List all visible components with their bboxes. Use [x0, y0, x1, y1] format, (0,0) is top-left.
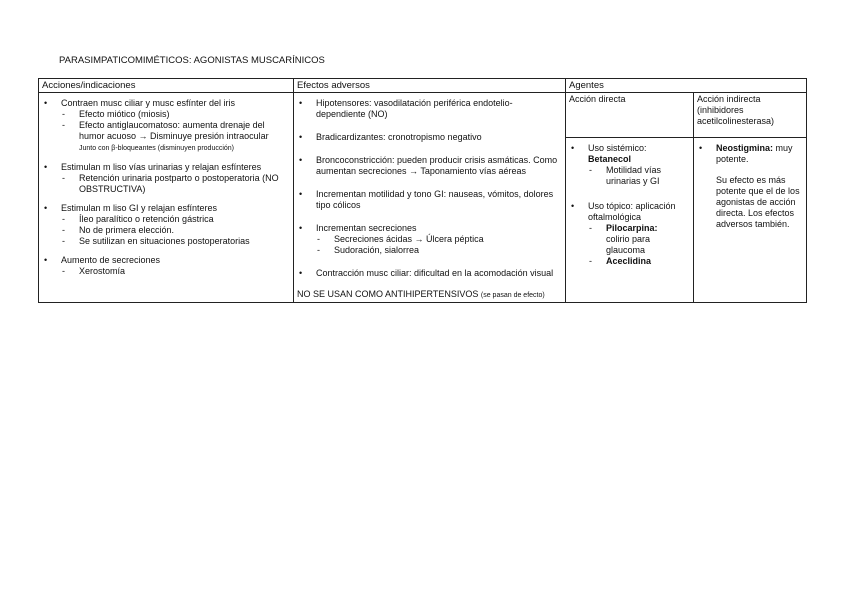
efecto-item: • Contracción musc ciliar: dificultad en la acomodación visual — [299, 268, 554, 278]
indirecta-cell — [694, 138, 807, 303]
bullet-icon: • — [299, 155, 303, 165]
bullet-icon: • — [699, 143, 703, 154]
dash-icon: - — [62, 214, 65, 224]
dash-icon: - — [589, 256, 592, 267]
bullet-icon: • — [299, 223, 303, 233]
efecto-item: • Hipotensores: vasodilatación periférica endotelio-dependiente (NO) — [299, 98, 513, 119]
accion-item: • Estimulan m liso vías urinarias y relajan esfínteres - Retención urinaria postparto o postoperatoria (NO OBSTRUCTIVA) — [44, 162, 279, 194]
header-directa: Acción directa — [566, 93, 694, 138]
header-acciones: Acciones/indicaciones — [39, 79, 294, 93]
bullet-icon: • — [299, 268, 303, 278]
dash-icon: - — [62, 109, 65, 119]
dash-icon: - — [62, 173, 65, 183]
agente-item: • Uso sistémico: Betanecol - Motilidad vías urinarias y GI — [571, 143, 662, 187]
accion-item: • Estimulan m liso GI y relajan esfínteres - Íleo paralítico o retención gástrica - No de primera elección. - Se sutilizan en situaciones postoperatorias — [44, 203, 250, 246]
directa-cell — [566, 138, 694, 303]
dash-icon: - — [62, 225, 65, 235]
header-agentes: Agentes — [566, 79, 807, 93]
summary-table — [38, 78, 807, 303]
page-title: PARASIMPATICOMIMÉTICOS: AGONISTAS MUSCARÍNICOS — [59, 55, 325, 66]
dash-icon: - — [62, 236, 65, 246]
efecto-item: • Incrementan motilidad y tono GI: nauseas, vómitos, dolores tipo cólicos — [299, 189, 554, 210]
dash-icon: - — [317, 234, 320, 244]
bullet-icon: • — [299, 98, 303, 108]
bullet-icon: • — [299, 189, 303, 199]
efecto-item: • Incrementan secreciones - Secreciones ácidas → Úlcera péptica - Sudoración, sialorrea — [299, 223, 484, 255]
efecto-item: • Broncoconstricción: pueden producir crisis asmáticas. Como aumentan secreciones → Taponamiento vías aéreas — [299, 155, 558, 176]
efecto-item: • Bradicardizantes: cronotropismo negativo — [299, 132, 482, 142]
efectos-cell — [294, 93, 566, 303]
bullet-icon: • — [44, 162, 48, 172]
dash-icon: - — [589, 165, 592, 176]
agente-item: • Uso tópico: aplicación oftalmológica - Pilocarpina: colirio para glaucoma - Aceclidina — [571, 201, 676, 267]
bullet-icon: • — [44, 203, 48, 213]
accion-item: • Contraen musc ciliar y musc esfínter del iris - Efecto miótico (miosis) - Efecto antiglaucomatoso: aumenta drenaje del humor acuoso → Disminuye presión intraocular Junto con β-bloqueantes (disminuyen producción) — [44, 98, 269, 152]
acciones-cell — [39, 93, 294, 303]
header-indirecta: Acción indirecta (inhibidores acetilcolinesterasa) — [694, 93, 807, 138]
bullet-icon: • — [571, 143, 575, 154]
no-antihipertensivos-note: NO SE USAN COMO ANTIHIPERTENSIVOS (se pasan de efecto) — [297, 289, 545, 299]
dash-icon: - — [317, 245, 320, 255]
dash-icon: - — [589, 223, 592, 234]
bullet-icon: • — [44, 98, 48, 108]
accion-item: • Aumento de secreciones - Xerostomía — [44, 255, 161, 276]
agente-item: • Neostigmina: muy potente. Su efecto es más potente que el de los agonistas de acción directa. Los efectos adversos también. — [697, 143, 803, 230]
bullet-icon: • — [571, 201, 575, 212]
bullet-icon: • — [44, 255, 48, 265]
indirecta-note: Su efecto es más potente que el de los agonistas de acción directa. Los efectos adversos también. — [716, 175, 800, 230]
bullet-icon: • — [299, 132, 303, 142]
header-efectos: Efectos adversos — [294, 79, 566, 93]
dash-icon: - — [62, 266, 65, 276]
dash-icon: - — [62, 120, 65, 130]
